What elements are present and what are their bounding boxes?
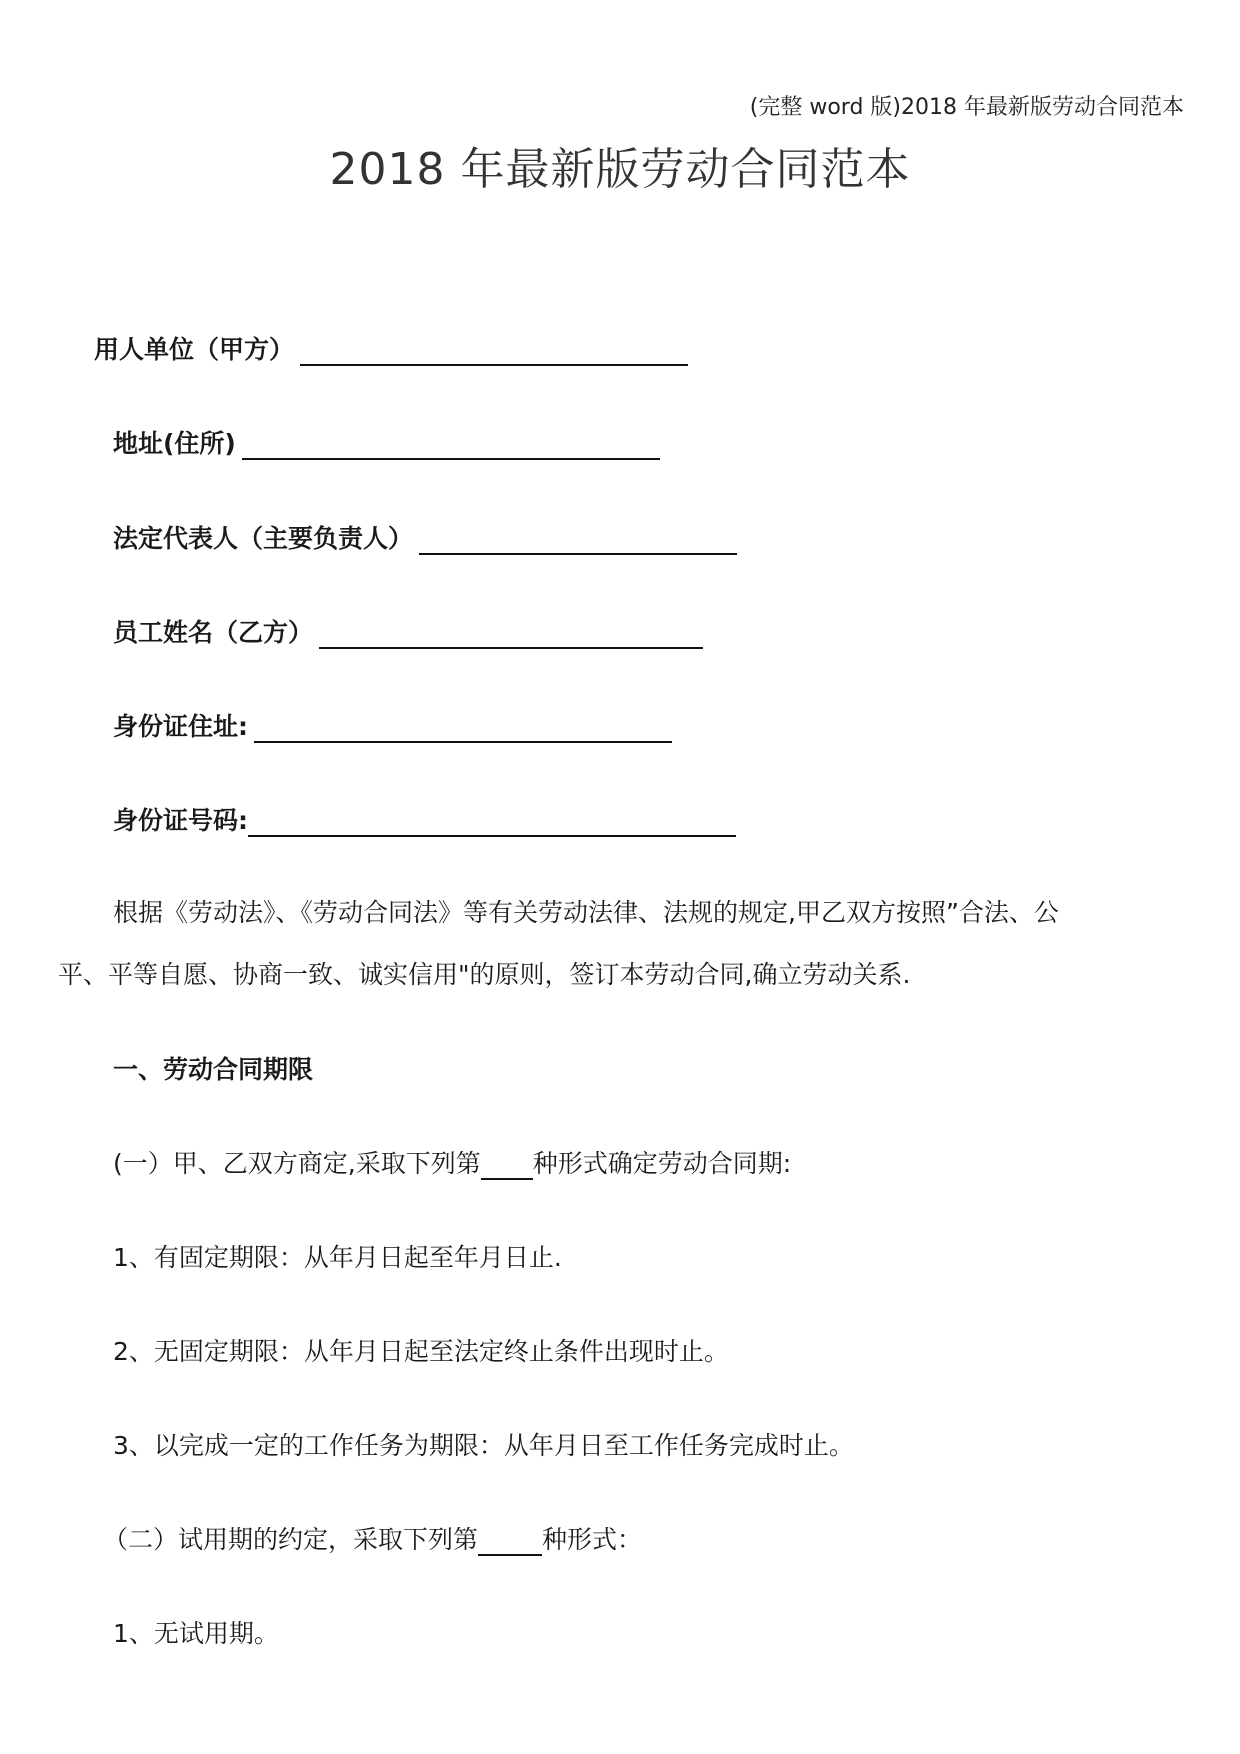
term-option-2: 2、无固定期限：从年月日起至法定终止条件出现时止。 — [113, 1337, 729, 1366]
field-legal-rep-label: 法定代表人（主要负责人） — [113, 524, 414, 553]
field-employer-blank[interactable] — [300, 338, 688, 366]
item-2-prefix: （二）试用期的约定，采取下列第 — [103, 1525, 479, 1554]
field-id-address-label: 身份证住址: — [113, 712, 248, 741]
field-legal-rep-blank[interactable] — [419, 527, 737, 555]
item-2-blank[interactable] — [478, 1530, 542, 1556]
header-note: (完整 word 版)2018 年最新版劳动合同范本 — [749, 95, 1184, 120]
probation-option-1: 1、无试用期。 — [113, 1619, 279, 1648]
field-legal-rep — [113, 519, 737, 555]
field-employer — [94, 330, 688, 366]
field-address-label: 地址(住所) — [113, 429, 236, 458]
section-1-heading: 一、劳动合同期限 — [113, 1055, 314, 1084]
field-employer-label: 用人单位（甲方） — [94, 335, 295, 364]
item-1-prefix: (一）甲、乙双方商定,采取下列第 — [113, 1149, 481, 1178]
field-id-address-blank[interactable] — [254, 715, 672, 743]
term-option-3: 3、以完成一定的工作任务为期限：从年月日至工作任务完成时止。 — [113, 1431, 854, 1460]
item-1-blank[interactable] — [481, 1154, 533, 1180]
field-address — [113, 424, 660, 460]
field-id-number-label: 身份证号码: — [113, 806, 248, 835]
field-id-number — [113, 801, 736, 837]
field-employee-name — [113, 613, 703, 649]
intro-line-1: 根据《劳动法》、《劳动合同法》等有关劳动法律、法规的规定,甲乙双方按照”合法、公 — [113, 898, 1059, 927]
item-1-suffix: 种形式确定劳动合同期: — [532, 1149, 792, 1178]
document-title: 2018 年最新版劳动合同范本 — [329, 144, 911, 195]
section-1-item-1 — [113, 1144, 791, 1180]
field-employee-name-blank[interactable] — [319, 621, 703, 649]
field-id-number-blank[interactable] — [248, 809, 736, 837]
term-option-1: 1、有固定期限：从年月日起至年月日止. — [113, 1243, 562, 1272]
section-1-item-2 — [103, 1520, 642, 1556]
field-employee-name-label: 员工姓名（乙方） — [113, 618, 314, 647]
intro-line-2: 平、平等自愿、协商一致、诚实信用"的原则，签订本劳动合同,确立劳动关系. — [58, 960, 911, 989]
item-2-suffix: 种形式： — [542, 1525, 643, 1554]
field-id-address — [113, 707, 672, 743]
field-address-blank[interactable] — [242, 432, 660, 460]
